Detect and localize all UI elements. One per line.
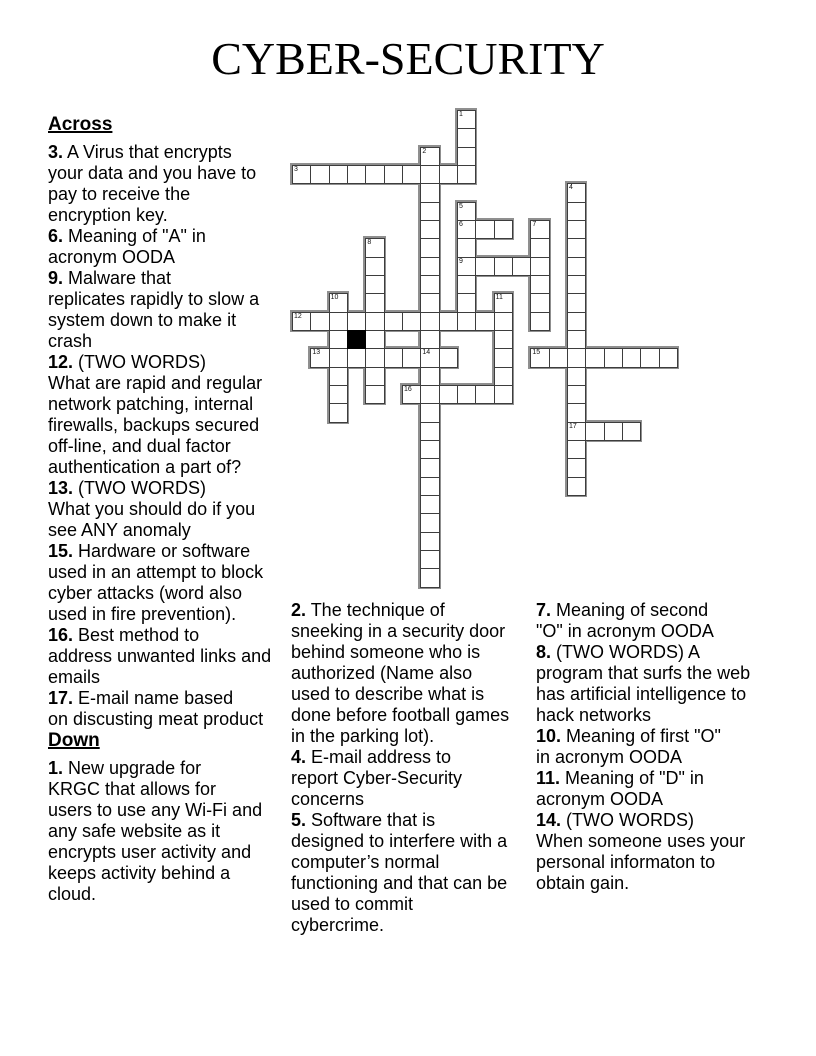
cell-number: 16 [404, 386, 412, 393]
clue-number: 5. [291, 810, 307, 830]
grid-cell [549, 348, 568, 367]
grid-cell [329, 348, 348, 367]
word-frame [455, 218, 514, 240]
cell-number: 9 [459, 257, 463, 265]
grid-cell [567, 403, 586, 422]
cell-number: 1 [459, 111, 463, 118]
grid-cell [567, 238, 586, 257]
word-frame [418, 346, 440, 588]
grid-cell [585, 348, 604, 367]
grid-cell [420, 403, 439, 422]
grid-cell [420, 385, 439, 404]
grid-cell [420, 550, 439, 569]
grid-cell [659, 348, 678, 367]
clue-16: 16. Best method to address unwanted links and emails [48, 625, 272, 687]
grid-cell [420, 257, 439, 276]
grid-cell-black [347, 330, 366, 349]
grid-cell [420, 348, 439, 367]
clue-number: 17. [48, 688, 74, 708]
clue-13: 13. (TWO WORDS) What you should do if you see ANY anomaly [48, 478, 256, 540]
grid-cell [329, 312, 348, 331]
grid-cell [494, 293, 513, 312]
grid-cell [457, 165, 476, 184]
clue-number: 4. [291, 747, 307, 767]
word-frame [565, 181, 587, 497]
grid-cell [365, 330, 384, 349]
grid-cell [420, 458, 439, 477]
grid-cell [494, 367, 513, 386]
grid-cell [567, 385, 586, 404]
grid-cell [420, 312, 439, 331]
grid-cell [457, 257, 476, 276]
grid-cell [384, 312, 403, 331]
cell-number: 5 [459, 202, 463, 210]
clue-7: 7. Meaning of second "O" in acronym OODA [536, 600, 714, 641]
cell-number: 11 [495, 294, 503, 302]
grid-cell [347, 312, 366, 331]
grid-cell [384, 165, 403, 184]
clue-number: 15. [48, 541, 74, 561]
grid-cell [365, 257, 384, 276]
grid-cell [457, 312, 476, 331]
puzzle-title: CYBER-SECURITY [211, 33, 605, 84]
grid-cell [567, 275, 586, 294]
grid-cell [457, 202, 476, 221]
grid-cell [567, 183, 586, 202]
grid-cell [365, 348, 384, 367]
grid-cell [567, 220, 586, 239]
grid-cell [530, 348, 549, 367]
grid-cell [365, 165, 384, 184]
clue-number: 6. [48, 226, 64, 246]
grid-cell [310, 165, 329, 184]
grid-cell [567, 458, 586, 477]
grid-cell [310, 312, 329, 331]
clue-15: 15. Hardware or software used in an attempt to block cyber attacks (word also used in fire prevention). [48, 541, 264, 624]
grid-cell [329, 330, 348, 349]
grid-cell [567, 312, 586, 331]
grid-cell [329, 367, 348, 386]
down-clues-right [536, 600, 750, 894]
cell-number: 15 [532, 349, 541, 357]
grid-cell [530, 312, 549, 331]
grid-cell [457, 220, 476, 239]
clue-number: 1. [48, 758, 64, 778]
grid-cell [567, 440, 586, 459]
clue-number: 7. [536, 600, 552, 620]
clue-4: 4. E-mail address to report Cyber-Security concerns [291, 747, 463, 809]
grid-cell [604, 422, 623, 441]
grid-cell [530, 293, 549, 312]
clue-column-middle [291, 600, 509, 936]
word-frame [327, 291, 349, 423]
clue-10: 10. Meaning of first "O" in acronym OODA [536, 726, 721, 767]
clue-8: 8. (TWO WORDS) A program that surfs the web has artificial intelligence to hack networks [536, 642, 751, 725]
grid-cell [494, 257, 513, 276]
grid-cell [512, 257, 531, 276]
cell-number: 3 [294, 166, 298, 173]
grid-cell [457, 147, 476, 166]
grid-cell [457, 238, 476, 257]
clue-number: 2. [291, 600, 307, 620]
clue-column-right [536, 600, 750, 894]
grid-cell [365, 293, 384, 312]
grid-cell [420, 440, 439, 459]
grid-cell [420, 238, 439, 257]
grid-cell [475, 385, 494, 404]
grid-cell [420, 183, 439, 202]
grid-cell [420, 495, 439, 514]
grid-cell [640, 348, 659, 367]
grid-cell [420, 165, 439, 184]
grid-cell [420, 367, 439, 386]
cell-number: 17 [569, 422, 577, 430]
cell-number: 14 [422, 349, 431, 357]
grid-cell [604, 348, 623, 367]
clue-number: 12. [48, 352, 74, 372]
grid-cell [402, 385, 421, 404]
grid-cell [365, 312, 384, 331]
word-frame [528, 218, 550, 332]
grid-cell [420, 330, 439, 349]
grid-cell [439, 165, 458, 184]
clue-12: 12. (TWO WORDS) What are rapid and regular network patching, internal firewalls, backups secured off-line, and dual factor authentication a part of? [48, 352, 263, 477]
word-frame [418, 145, 440, 351]
word-frame [290, 163, 477, 185]
grid-cell [567, 348, 586, 367]
grid-cell [402, 165, 421, 184]
cell-number: 13 [312, 349, 321, 357]
grid-cell [347, 165, 366, 184]
grid-cell [420, 477, 439, 496]
clue-number: 16. [48, 625, 74, 645]
grid-cell [567, 422, 586, 441]
grid-cell [365, 367, 384, 386]
grid-cell [420, 532, 439, 551]
grid-cell [567, 477, 586, 496]
grid-cell [384, 348, 403, 367]
clue-column-left [48, 114, 271, 905]
word-frame [492, 291, 514, 405]
cell-number: 7 [532, 221, 537, 228]
clue-number: 9. [48, 268, 64, 288]
clue-number: 11. [536, 768, 561, 788]
word-frame [528, 346, 679, 368]
grid-cell [420, 275, 439, 294]
grid-cell [439, 385, 458, 404]
word-frame [363, 236, 385, 405]
word-frame [455, 200, 477, 332]
grid-cell [457, 293, 476, 312]
clue-9: 9. Malware that replicates rapidly to slow a system down to make it crash [48, 268, 260, 351]
grid-cell [475, 257, 494, 276]
cell-number: 2 [422, 147, 427, 155]
grid-cell [475, 312, 494, 331]
clue-17: 17. E-mail name based on discusting meat product [48, 688, 264, 729]
grid-cell [439, 348, 458, 367]
grid-cell [402, 348, 421, 367]
grid-cell [494, 348, 513, 367]
grid-cell [585, 422, 604, 441]
grid-cell [329, 293, 348, 312]
grid-cell [475, 220, 494, 239]
clue-14: 14. (TWO WORDS) When someone uses your personal informaton to obtain gain. [536, 810, 746, 893]
grid-cell [439, 312, 458, 331]
grid-cell [365, 275, 384, 294]
grid-cell [567, 202, 586, 221]
clue-number: 14. [536, 810, 562, 830]
grid-cell [494, 312, 513, 331]
grid-cell [530, 275, 549, 294]
grid-cell [567, 330, 586, 349]
down-clues-middle [291, 600, 509, 936]
cell-number: 6 [459, 221, 463, 228]
word-frame [565, 420, 642, 442]
grid-cell [457, 385, 476, 404]
grid-cell [530, 220, 549, 239]
grid-cell [420, 202, 439, 221]
across-clues-list [48, 142, 271, 730]
grid-cell [530, 257, 549, 276]
grid-cell [530, 238, 549, 257]
grid-cell [420, 568, 439, 587]
grid-cell [567, 257, 586, 276]
cell-number: 8 [367, 239, 372, 247]
word-frame [290, 310, 514, 332]
grid-cell [457, 110, 476, 129]
grid-cell [457, 128, 476, 147]
grid-cell [420, 513, 439, 532]
clue-3: 3. A Virus that encrypts your data and you have to pay to receive the encryption key. [48, 142, 257, 225]
word-frame [455, 255, 551, 277]
grid-cell [457, 275, 476, 294]
grid-cell [420, 147, 439, 166]
grid-cell [494, 385, 513, 404]
grid-cell [420, 220, 439, 239]
down-heading: Down [48, 730, 100, 751]
clue-number: 8. [536, 642, 552, 662]
grid-cell [494, 220, 513, 239]
grid-cell [420, 422, 439, 441]
grid-cell [292, 312, 311, 331]
grid-cell [329, 165, 348, 184]
down-clues-left [48, 758, 271, 905]
grid-cell [329, 385, 348, 404]
grid-cell [365, 238, 384, 257]
grid-cell [622, 348, 641, 367]
cell-number: 10 [330, 294, 339, 302]
clue-6: 6. Meaning of "A" in acronym OODA [48, 226, 206, 267]
grid-cell [310, 348, 329, 367]
clue-number: 3. [48, 142, 64, 162]
grid-cell [329, 403, 348, 422]
clue-5: 5. Software that is designed to interfere with a computer’s normal functioning and that can be used to commit cybercrime. [291, 810, 508, 935]
across-heading: Across [48, 114, 113, 135]
cell-number: 4 [569, 184, 573, 192]
word-frame [400, 383, 514, 405]
cell-number: 12 [294, 312, 302, 320]
grid-cell [420, 293, 439, 312]
grid-cell [567, 367, 586, 386]
grid-cell [494, 330, 513, 349]
clue-11: 11. Meaning of "D" in acronym OODA [536, 768, 704, 809]
clue-1: 1. New upgrade for KRGC that allows for users to use any Wi-Fi and any safe website as it encrypts user activity and keeps activity behind a cloud. [48, 758, 263, 904]
clue-number: 13. [48, 478, 74, 498]
word-frame [308, 346, 459, 368]
grid-cell [622, 422, 641, 441]
word-frame [455, 108, 477, 185]
grid-cell [347, 348, 366, 367]
grid-cell [292, 165, 311, 184]
clue-number: 10. [536, 726, 562, 746]
grid-cell [567, 293, 586, 312]
grid-cell [402, 312, 421, 331]
grid-cell [365, 385, 384, 404]
clue-2: 2. The technique of sneeking in a security door behind someone who is authorized (Name also used to describe what is done before football games in the parking lot). [291, 600, 510, 746]
